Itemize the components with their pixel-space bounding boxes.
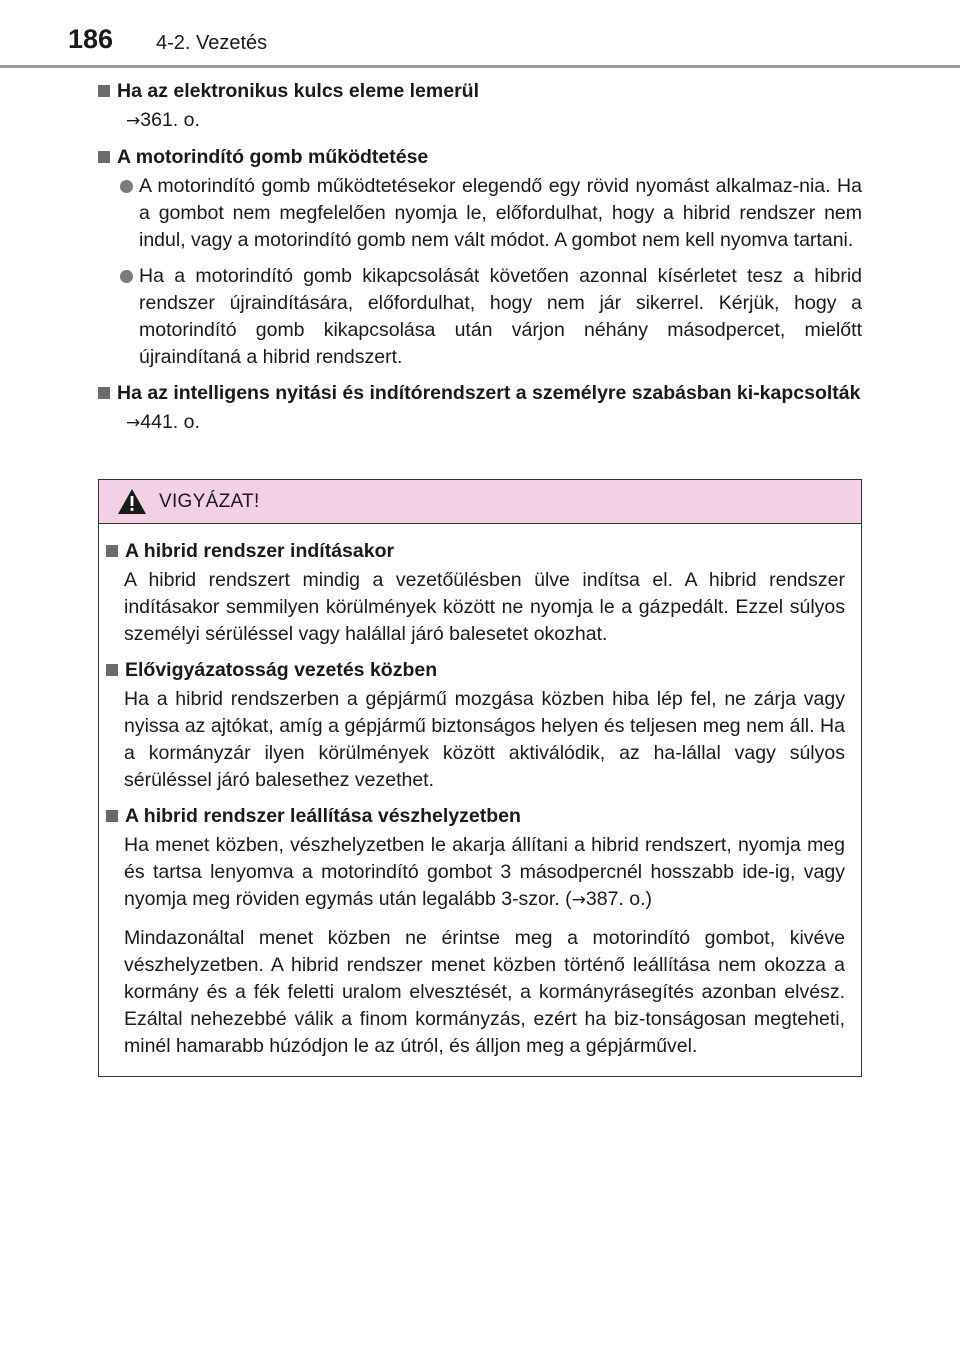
square-bullet-icon [106,545,118,557]
section-heading: Ha az intelligens nyitási és indítórendszert a személyre szabásban ki-kapcsolták [98,380,862,407]
circle-bullet-icon [120,270,133,283]
square-bullet-icon [98,387,110,399]
warning-paragraph: A hibrid rendszert mindig a vezetőülésben ülve indítsa el. A hibrid rendszer indításakor semmilyen körülmények között ne nyomja le a gázpedált. Ezzel súlyos személyi sérüléssel vagy halállal járó balesetet okozhat. [124,569,845,645]
warning-body [99,524,861,1060]
main-content [98,78,862,437]
arrow-right-icon: → [571,890,586,910]
warning-paragraph: Ha a hibrid rendszerben a gépjármű mozgása közben hiba lép fel, ne zárja vagy nyissa az ajtókat, amíg a gépjármű biztonságos helyen és teljesen meg nem áll. Ha a kormányzár ilyen körülmények között aktiválódik, az ha-lállal vagy súlyos sérüléssel járó balesethez vezethet. [124,688,845,791]
warning-item-heading: A hibrid rendszer leállítása vészhelyzetben [106,803,845,830]
arrow-right-icon: → [126,413,141,433]
warning-item-heading: A hibrid rendszer indításakor [106,538,845,565]
warning-box [98,479,862,1077]
warning-paragraph: Ha menet közben, vészhelyzetben le akarja állítani a hibrid rendszert, nyomja meg és tartsa lenyomva a motorindító gombot 3 másodpercnél hosszabb ide-ig, vagy nyomja meg röviden egymás után legalább 3-szor. (→387. o.) [124,834,845,910]
warning-triangle-icon [117,488,147,515]
header-divider [0,65,960,68]
section-title: 4-2. Vezetés [156,32,268,54]
square-bullet-icon [98,151,110,163]
section-heading: Ha az elektronikus kulcs eleme lemerül [98,78,862,105]
warning-header [99,480,861,524]
warning-item-heading: Elővigyázatosság vezetés közben [106,657,845,684]
square-bullet-icon [106,810,118,822]
page-number: 186 [68,24,114,54]
section-heading: A motorindító gomb működtetése [98,144,862,171]
square-bullet-icon [98,85,110,97]
square-bullet-icon [106,664,118,676]
list-item: Ha a motorindító gomb kikapcsolását követően azonnal kísérletet tesz a hibrid rendszer újraindítására, előfordulhat, hogy nem jár sikerrel. Kérjük, hogy a motorindító gomb kikapcsolása után várjon néhány másodpercet, mielőtt újraindítaná a hibrid rendszert. [98,263,862,371]
page-reference: →441. o. [126,411,200,433]
arrow-right-icon: → [126,111,141,131]
page-reference: →361. o. [126,109,200,131]
list-item: A motorindító gomb működtetésekor elegendő egy rövid nyomást alkalmaz-nia. Ha a gombot nem megfelelően nyomja le, előfordulhat, hogy a hibrid rendszer nem indul, vagy a motorindító gomb nem vált módot. A gombot nem kell nyomva tartani. [98,173,862,254]
warning-paragraph: Mindazonáltal menet közben ne érintse meg a motorindító gombot, kivéve vészhelyzetben. A hibrid rendszer menet közben történő leállítása nem okozza a kormány és a fék feletti uralom elvesztését, a kormányrásegítés azonban elvész. Ezáltal nehezebbé válik a finom kormányzás, ezért ha biz-tonságosan megteheti, minél hamarabb húzódjon le az útról, és álljon meg a gépjárművel. [124,927,845,1057]
circle-bullet-icon [120,180,133,193]
warning-title: VIGYÁZAT! [159,490,260,512]
